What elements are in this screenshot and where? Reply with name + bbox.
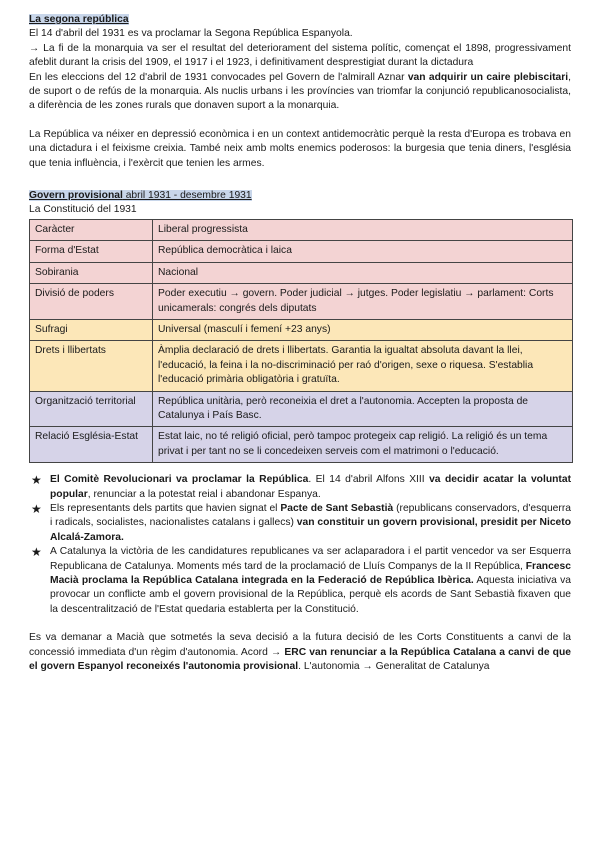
- section-heading: Govern provisional abril 1931 - desembre 1931: [29, 190, 252, 202]
- row-key: Relació Església-Estat: [30, 427, 153, 463]
- closing-paragraph: Es va demanar a Macià que sotmetés la seva decisió a la futura decisió de les Corts Constituents a canvi de la concessió immediata d'un règim d'autonomia. Acord → ERC van renunciar a la República Catalana a canvi de que el govern Espanyol reconeixés l'autonomia provisional. L'autonomia → Generalitat de Catalunya: [29, 632, 571, 673]
- row-value: Nacional: [153, 262, 573, 283]
- table-row: [30, 341, 573, 391]
- document-title: La segona república: [29, 14, 129, 25]
- row-key: Forma d'Estat: [30, 241, 153, 262]
- table-row: [30, 219, 573, 240]
- row-key: Sobirania: [30, 262, 153, 283]
- row-value: Àmplia declaració de drets i llibertats. Garantia la igualtat absoluta davant la llei, l'educació, la feina i la no-discriminació per raó d'origen, sexe o riquesa. S'establia l'educació primària obligatòria i gratuïta.: [153, 341, 573, 391]
- table-caption: La Constitució del 1931: [29, 204, 137, 216]
- row-key: Organització territorial: [30, 391, 153, 427]
- context-paragraph: La República va néixer en depressió econòmica i en un context antidemocràtic perquè la resta d'Europa es trobava en una dictadura i el feixisme creixia. També neix amb molts enemics poderosos: la burgesia que tenia diners, l'església que tenia influència, i l'exèrcit que tenien les armes.: [29, 128, 571, 169]
- row-value: Poder executiu → govern. Poder judicial → jutges. Poder legislatiu → parlament: Corts unicamerals: congrés dels diputats: [153, 284, 573, 320]
- elections-paragraph: En les eleccions del 12 d'abril de 1931 convocades pel Govern de l'almirall Aznar van adquirir un caire plebiscitari, de suport o de refús de la monarquia. Als nuclis urbans i les províncies van triomfar la conjunció republicanosocialista, a diferència de les zones rurals que donaven suport a la monarquia.: [29, 71, 571, 112]
- list-item: ★ A Catalunya la victòria de les candidatures republicanes va ser aclaparadora i el partit vencedor va ser Esquerra Republicana de Catalunya. Moments més tard de la proclamació de Lluís Companys de la II República, Francesc Macià proclama la República Catalana integrada en la Federació de República Ibèrica. Aquesta iniciativa va provocar un conflicte amb el govern provisional de la República, perquè els acords de Sant Sebastià fixaven que la descentralització de l'Estat quedaria establerta per la Constitució.: [31, 545, 571, 615]
- table-row: [30, 427, 573, 463]
- table-row: [30, 391, 573, 427]
- table-row: [30, 262, 573, 283]
- intro-line-1: El 14 d'abril del 1931 es va proclamar la Segona República Espanyola.: [29, 28, 353, 40]
- row-key: Caràcter: [30, 219, 153, 240]
- row-key: Sufragi: [30, 319, 153, 340]
- row-key: Divisió de poders: [30, 284, 153, 320]
- star-bullet-icon: ★: [31, 545, 42, 560]
- row-value: Universal (masculí i femení +23 anys): [153, 319, 573, 340]
- star-bullet-icon: ★: [31, 501, 42, 516]
- intro-line-2: → La fi de la monarquia va ser el resultat del deteriorament del sistema polític, començat el 1898, progressivament afeblit durant la crisis del 1909, el 1917 i el 1923, i definitivament desprestigiat durant la dictadura: [29, 42, 571, 69]
- list-item: ★ Els representants dels partits que havien signat el Pacte de Sant Sebastià (republicans conservadors, d'esquerra i radicals, socialistes, nacionalistes catalans i gallecs) van constituir un govern provisional, presidit per Niceto Alcalá-Zamora.: [31, 501, 571, 543]
- events-list: [29, 473, 571, 617]
- row-value: República democràtica i laica: [153, 241, 573, 262]
- row-value: Estat laic, no té religió oficial, però tampoc protegeix cap religió. La religió és un tema privat i per tant no se li concedeixen serveis com el matrimoni o l'educació.: [153, 427, 573, 463]
- row-value: Liberal progressista: [153, 219, 573, 240]
- list-item: ★ El Comitè Revolucionari va proclamar la República. El 14 d'abril Alfons XIII va decidir acatar la voluntat popular, renunciar a la potestat reial i abandonar Espanya.: [31, 473, 571, 500]
- table-row: [30, 284, 573, 320]
- table-row: [30, 319, 573, 340]
- table-row: [30, 241, 573, 262]
- star-bullet-icon: ★: [31, 473, 42, 488]
- constitution-table: [29, 219, 573, 463]
- row-value: República unitària, però reconeixia el dret a l'autonomia. Accepten la proposta de Catalunya i País Basc.: [153, 391, 573, 427]
- row-key: Drets i llibertats: [30, 341, 153, 391]
